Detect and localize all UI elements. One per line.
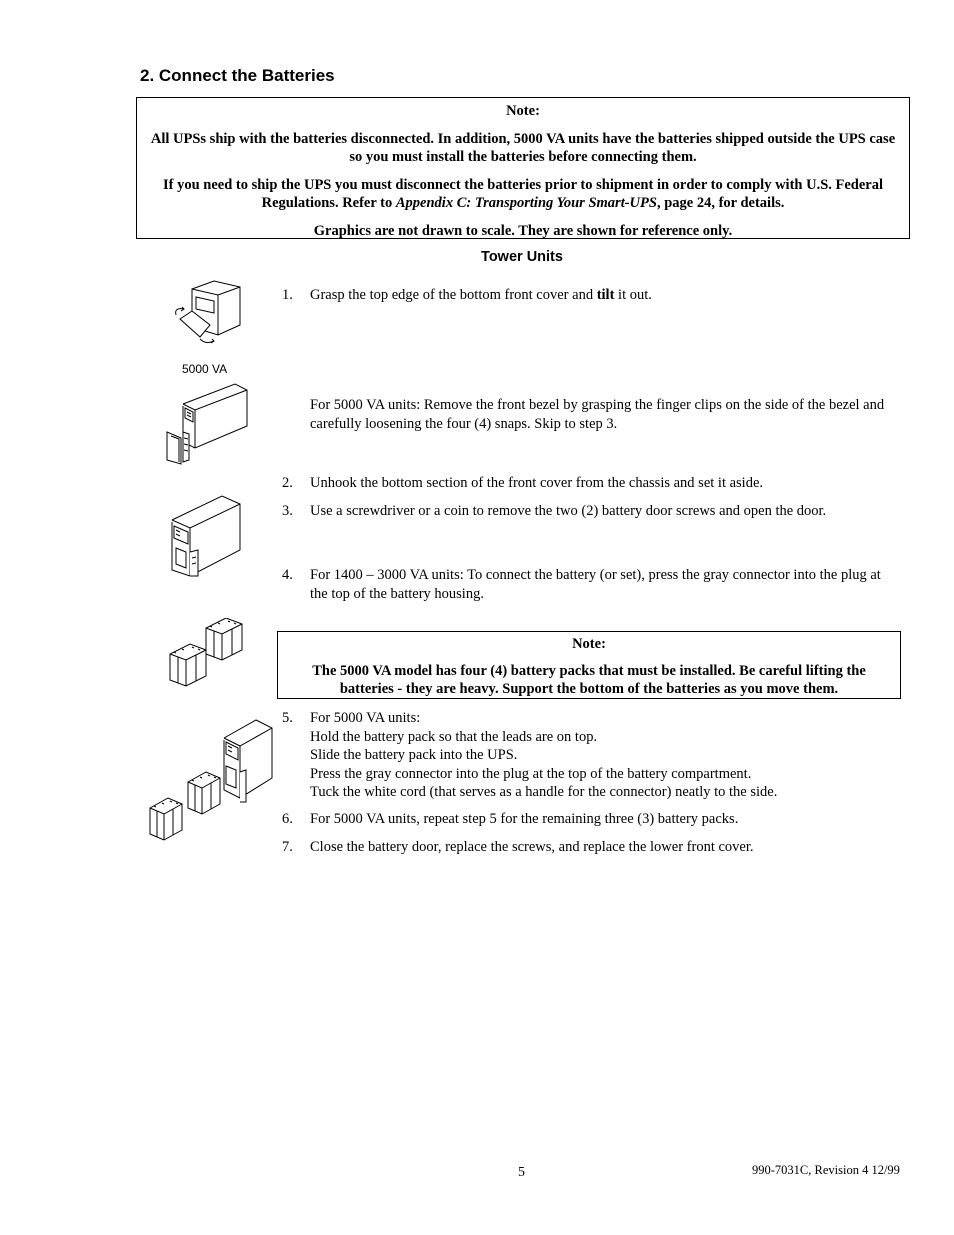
appendix-reference: Appendix C: Transporting Your Smart-UPS <box>395 195 657 211</box>
ups-5000va-bezel-illustration <box>165 382 250 466</box>
step-5-line: Press the gray connector into the plug at the top of the battery compartment. <box>310 765 752 782</box>
step-5-line: For 5000 VA units: <box>310 710 421 726</box>
step-1-text-post: it out. <box>614 287 652 303</box>
note-box-main <box>136 97 910 239</box>
step-6-number: 6. <box>282 811 293 827</box>
note-para-2-pre: If you need to ship the UPS you must disconnect the batteries prior to shipment in order to comply with U.S. Federal Regulations. Refer to <box>162 177 884 211</box>
note-battery-title: Note: <box>572 636 606 652</box>
step-5-line: Hold the battery pack so that the leads are on top. <box>310 728 598 745</box>
section-heading: 2. Connect the Batteries <box>140 66 335 85</box>
step-5-line: Slide the battery pack into the UPS. <box>310 747 518 763</box>
step-1-5000va-text: For 5000 VA units: Remove the front bezel by grasping the finger clips on the side of the bezel and carefully loosening the four (4) snaps. Skip to step 3. <box>310 397 885 432</box>
subheading-tower-units: Tower Units <box>481 249 563 265</box>
ups-tilt-cover-illustration <box>170 275 250 347</box>
ups-open-battery-door-illustration <box>168 492 244 582</box>
step-1-text-pre: Grasp the top edge of the bottom front cover and <box>310 287 597 303</box>
note-para-2-post: , page 24, for details. <box>656 195 785 211</box>
note-title: Note: <box>506 103 540 119</box>
note-para-2 <box>137 176 909 212</box>
page-number: 5 <box>518 1165 525 1180</box>
step-2-text: Unhook the bottom section of the front cover from the chassis and set it aside. <box>310 475 764 491</box>
ups-insert-battery-illustration <box>148 712 276 844</box>
battery-packs-illustration <box>168 618 246 688</box>
step-5-text <box>310 709 900 802</box>
note-para-3: Graphics are not drawn to scale. They are shown for reference only. <box>313 223 733 239</box>
step-6-text: For 5000 VA units, repeat step 5 for the remaining three (3) battery packs. <box>310 811 739 827</box>
step-7-text: Close the battery door, replace the screws, and replace the lower front cover. <box>310 839 754 855</box>
step-3-number: 3. <box>282 503 293 519</box>
note-para-1: All UPSs ship with the batteries disconnected. In addition, 5000 VA units have the batteries shipped outside the UPS case so you must install the batteries before connecting them. <box>150 131 896 165</box>
step-4-number: 4. <box>282 567 293 583</box>
note-battery-text: The 5000 VA model has four (4) battery packs that must be installed. Be careful lifting the batteries - they are heavy. Support the bottom of the batteries as you move them. <box>312 663 866 697</box>
step-5-line: Tuck the white cord (that serves as a handle for the connector) neatly to the side. <box>310 784 778 800</box>
step-1-text <box>310 286 900 305</box>
document-revision: 990-7031C, Revision 4 12/99 <box>752 1163 900 1177</box>
step-3-text: Use a screwdriver or a coin to remove the two (2) battery door screws and open the door. <box>310 503 827 519</box>
note-box-battery <box>277 631 901 699</box>
step-5-number: 5. <box>282 710 293 726</box>
figure-label-5000va: 5000 VA <box>182 362 228 376</box>
step-2-number: 2. <box>282 475 293 491</box>
step-4-text: For 1400 – 3000 VA units: To connect the battery (or set), press the gray connector into the plug at the top of the battery housing. <box>310 567 881 602</box>
step-1-text-bold: tilt <box>596 287 615 303</box>
step-7-number: 7. <box>282 839 293 855</box>
step-1-number: 1. <box>282 287 293 303</box>
